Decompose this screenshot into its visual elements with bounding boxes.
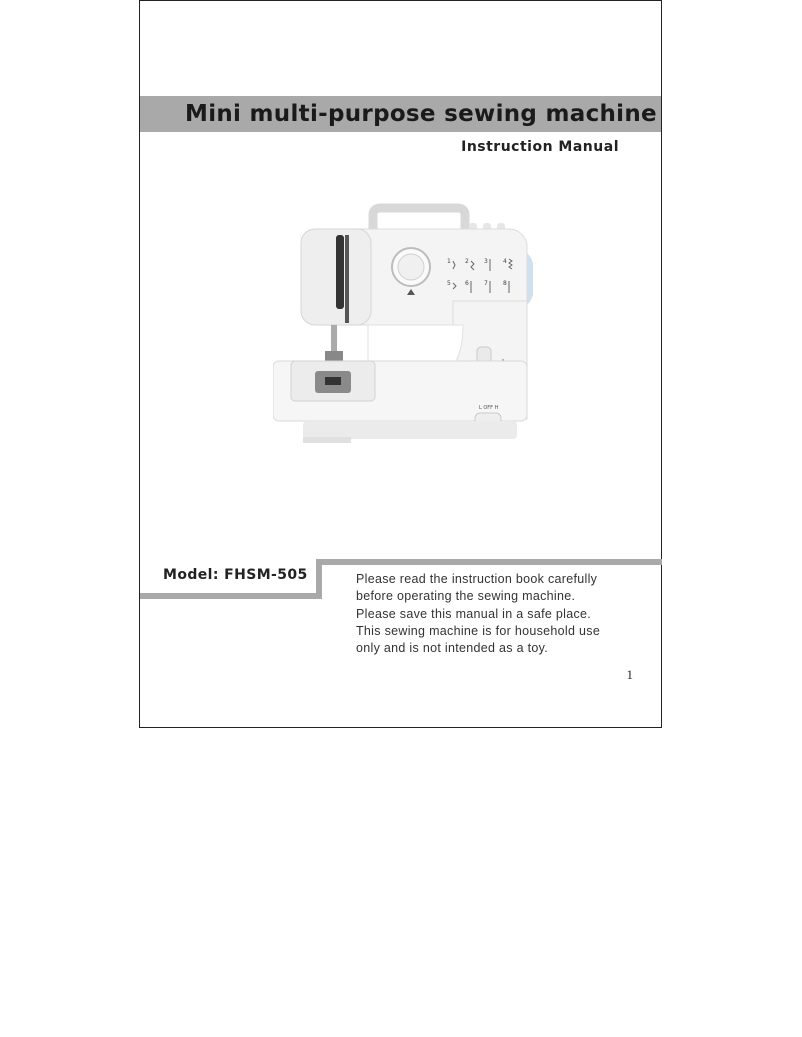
stitch-number: 4: [503, 258, 507, 265]
stitch-number: 7: [484, 280, 488, 287]
model-callout-border: [140, 593, 322, 599]
notice-divider: [322, 559, 662, 565]
notice-line: This sewing machine is for household use: [356, 623, 601, 638]
stitch-number: 2: [465, 258, 469, 265]
sewing-machine-image: [273, 201, 533, 463]
stitch-number: 6: [465, 280, 469, 287]
stitch-number: 8: [503, 280, 507, 287]
notice-line: only and is not intended as a toy.: [356, 641, 549, 656]
manual-page: [139, 0, 662, 728]
notice-line: Please read the instruction book carefully: [356, 572, 598, 586]
stitch-number: 1: [447, 258, 451, 265]
model-label: Model: FHSM-505: [163, 567, 308, 583]
model-callout: [140, 559, 320, 599]
notice-line: Please save this manual in a safe place.: [356, 606, 592, 621]
title-band: [140, 96, 661, 132]
notice-line: before operating the sewing machine.: [356, 589, 576, 604]
safety-notice: [356, 571, 646, 657]
switch-label: L OFF H: [479, 405, 499, 411]
document-subtitle: Instruction Manual: [461, 139, 619, 155]
stitch-number: 5: [447, 280, 451, 287]
stitch-number: 3: [484, 258, 488, 265]
page-number: 1: [626, 667, 633, 682]
document-title: Mini multi-purpose sewing machine: [185, 101, 657, 127]
